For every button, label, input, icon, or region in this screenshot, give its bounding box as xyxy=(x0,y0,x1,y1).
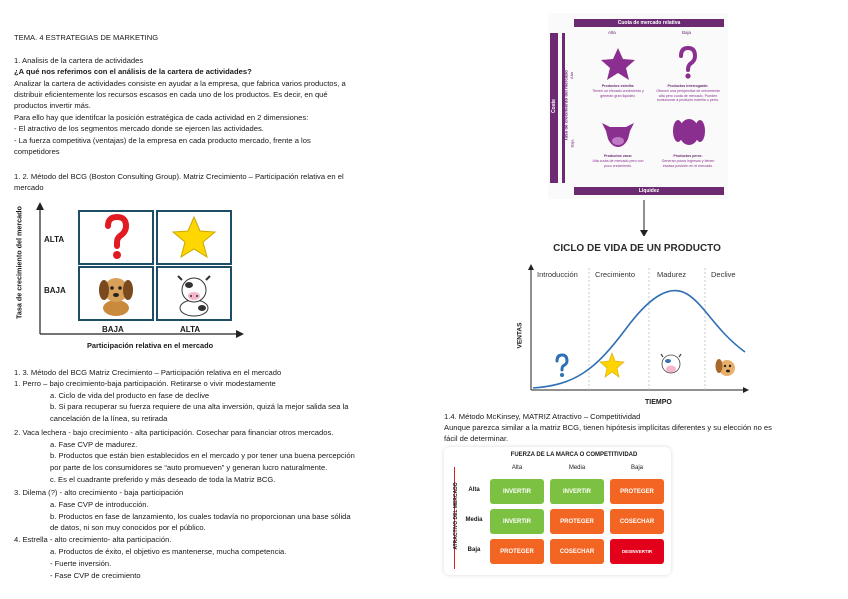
mckinsey-text: Aunque parezca similar a la matriz BCG, tienen hipótesis implícitas diferentes y su elección no es xyxy=(444,423,772,432)
bcg-col-label-alta: ALTA xyxy=(180,325,201,334)
bcg-cell-star xyxy=(156,210,232,265)
purple-left-bar xyxy=(550,33,558,183)
doc-line: 1. Analisis de la cartera de actividades xyxy=(14,56,144,65)
star-icon xyxy=(158,212,230,263)
question-icon xyxy=(80,212,152,263)
purple-cell-title: Productos interrogante: xyxy=(667,84,709,88)
purple-bcg-matrix xyxy=(548,13,728,199)
list-subitem: b. Productos que están bien establecidos en el mercado y por tener una buena percepción xyxy=(50,451,355,460)
doc-line: productos invertir más. xyxy=(14,101,91,110)
doc-title: TEMA. 4 ESTRATEGIAS DE MARKETING xyxy=(14,33,159,42)
mckinsey-cell-invertir: INVERTIR xyxy=(550,479,604,504)
list-item: 2. Vaca lechera - bajo crecimiento - alta participación. Cosechar para financiar otros mercados. xyxy=(14,428,334,437)
lifecycle-x-label: TIEMPO xyxy=(645,399,672,406)
mckinsey-row-label: Media xyxy=(465,517,483,523)
mckinsey-col-label: Alta xyxy=(511,465,523,471)
mckinsey-cell-invertir: INVERTIR xyxy=(490,479,544,504)
list-subitem: cancelación de la línea, su retirada xyxy=(50,414,168,423)
list-subitem: a. Fase CVP de madurez. xyxy=(50,440,138,449)
bcg-row-label-baja: BAJA xyxy=(44,286,66,295)
list-subitem: - Fase CVP de crecimiento xyxy=(50,571,141,580)
purple-cell-desc: Generan pocos ingresos y tienen escasa posición en el mercado. xyxy=(661,159,715,168)
mckinsey-cell-invertir: INVERTIR xyxy=(490,509,544,534)
list-item: 1. Perro – bajo crecimiento-baja participación. Retirarse o vivir modestamente xyxy=(14,379,276,388)
bcg-row-label-alta: ALTA xyxy=(44,235,65,244)
bcg-cell-question xyxy=(78,210,154,265)
mckinsey-row-label: Alta xyxy=(468,487,480,493)
bcg-col-label-baja: BAJA xyxy=(102,325,124,334)
purple-cell-desc: Ofrecen una perspectiva de crecimiento alta pero cuota de mercado. Pueden evolucionar a producto estrella o perro. xyxy=(656,89,720,103)
mckinsey-row-label: Baja xyxy=(467,547,481,553)
bcg-cell-cow xyxy=(156,266,232,321)
purple-cell-title: Productos estrella: xyxy=(601,84,635,88)
cow-icon xyxy=(659,352,683,378)
bcg-cell-dog xyxy=(78,266,154,321)
question-icon xyxy=(553,353,571,379)
mckinsey-cell-cosechar: COSECHAR xyxy=(550,539,604,564)
cow-icon xyxy=(158,268,230,319)
purple-left-bar-label: Coste xyxy=(551,99,557,113)
lifecycle-y-label: VENTAS xyxy=(516,322,524,349)
list-item: 4. Estrella - alto crecimiento- alta participación. xyxy=(14,535,172,544)
mckinsey-heading: 1.4. Método McKinsey, MATRIZ Atractivo – Competitividad xyxy=(444,412,641,421)
list-subitem: - Fuerte inversión. xyxy=(50,559,112,568)
purple-cell-desc: Tienen un elevado crecimiento y generan gran liquidez. xyxy=(592,89,644,98)
lifecycle-plot xyxy=(515,260,759,400)
list-subitem: b. Si para recuperar su fuerza requiere de una alta inversión, quizá la mejor salida sea la xyxy=(50,402,349,411)
mckinsey-y-label: ATRACTIVO DEL MERCADO xyxy=(453,482,459,550)
purple-bottom-bar: Liquidez xyxy=(574,187,724,195)
mckinsey-cell-proteger: PROTEGER xyxy=(610,479,664,504)
doc-question: ¿A qué nos referimos con el análisis de la cartera de actividades? xyxy=(14,67,252,76)
list-item: 3. Dilema (?) - alto crecimiento - baja participación xyxy=(14,488,184,497)
purple-col-alta: Alta xyxy=(608,30,616,35)
mckinsey-cell-proteger: PROTEGER xyxy=(490,539,544,564)
lifecycle-phase: Introducción xyxy=(537,270,578,279)
lifecycle-title: CICLO DE VIDA DE UN PRODUCTO xyxy=(553,243,721,254)
dog-icon xyxy=(672,115,706,149)
lifecycle-phase: Madurez xyxy=(657,270,687,279)
doc-line: - La fuerza competitiva (ventajas) de la empresa en cada producto mercado, frente a los xyxy=(14,136,311,145)
list-subitem: a. Productos de éxito, el objetivo es mantenerse, mucha competencia. xyxy=(50,547,287,556)
star-icon xyxy=(600,47,636,81)
purple-cell-title: Productos perro: xyxy=(673,154,703,158)
list-subitem: c. Es el cuadrante preferido y más deseado de toda la Matriz BCG. xyxy=(50,475,276,484)
question-icon xyxy=(676,46,700,80)
list-subitem: por parte de los consumidores se “auto promueven” y generan lucro naturalmente. xyxy=(50,463,328,472)
mckinsey-title: FUERZA DE LA MARCA O COMPETITIVIDAD xyxy=(510,452,638,458)
mckinsey-col-label: Media xyxy=(568,465,586,471)
mckinsey-cell-desinvertir: DESINVERTIR xyxy=(610,539,664,564)
doc-line: Analizar la cartera de actividades consiste en ayudar a la empresa, que fabrica varios productos, a xyxy=(14,79,346,88)
purple-top-bar: Cuota de mercado relativa xyxy=(574,19,724,27)
purple-row-baja: Baja xyxy=(569,139,575,148)
cow-icon xyxy=(598,117,638,149)
lifecycle-phase: Crecimiento xyxy=(595,270,636,279)
purple-col-baja: Baja xyxy=(682,30,692,35)
mckinsey-cell-cosechar: COSECHAR xyxy=(610,509,664,534)
purple-cell-desc: Alta cuota de mercado pero con poco crecimiento. xyxy=(592,159,644,168)
bcg-x-axis-label: Participación relativa en el mercado xyxy=(87,341,214,350)
list-subitem: b. Productos en fase de lanzamiento, los cuales todavía no proporcionan una base sólida xyxy=(50,512,351,521)
doc-heading: 1. 3. Método del BCG Matriz Crecimiento – Participación relativa en el mercado xyxy=(14,368,282,377)
doc-line: competidores xyxy=(14,147,60,156)
list-subitem: de datos, ni son muy conocidos por el público. xyxy=(50,523,206,532)
list-subitem: a. Ciclo de vida del producto en fase de declive xyxy=(50,391,210,400)
mckinsey-col-label: Baja xyxy=(630,465,643,471)
purple-row-alta: Alta xyxy=(568,72,574,79)
purple-cell-title: Productos vaca: xyxy=(604,154,632,158)
bcg-y-axis-label: Tasa de crecimiento del mercado xyxy=(14,206,24,319)
lifecycle-phase: Declive xyxy=(711,270,736,279)
doc-line: distribuir eficientemente los recursos escasos en cada uno de los productos. Es decir, en qué xyxy=(14,90,328,99)
doc-heading: 1. 2. Método del BCG (Boston Consulting Group). Matriz Crecimiento – Participación relativa en el xyxy=(14,172,344,181)
doc-line: Para ello hay que identifcar la posición estratégica de cada actividad en 2 dimensiones: xyxy=(14,113,309,122)
mckinsey-matrix xyxy=(444,447,671,575)
star-icon xyxy=(599,352,625,378)
doc-line: - El atractivo de los segmentos mercado donde se ejercen las actividades. xyxy=(14,124,264,133)
down-arrow-icon xyxy=(638,200,650,238)
product-lifecycle-chart xyxy=(515,236,759,408)
list-subitem: a. Fase CVP de introducción. xyxy=(50,500,149,509)
mckinsey-cell-proteger: PROTEGER xyxy=(550,509,604,534)
purple-y-axis-label: Tasa de crecimiento del mercado xyxy=(563,70,569,141)
doc-line: mercado xyxy=(14,183,44,192)
dog-icon xyxy=(713,354,741,378)
dog-icon xyxy=(80,268,152,319)
mckinsey-text: fácil de determinar. xyxy=(444,434,509,443)
